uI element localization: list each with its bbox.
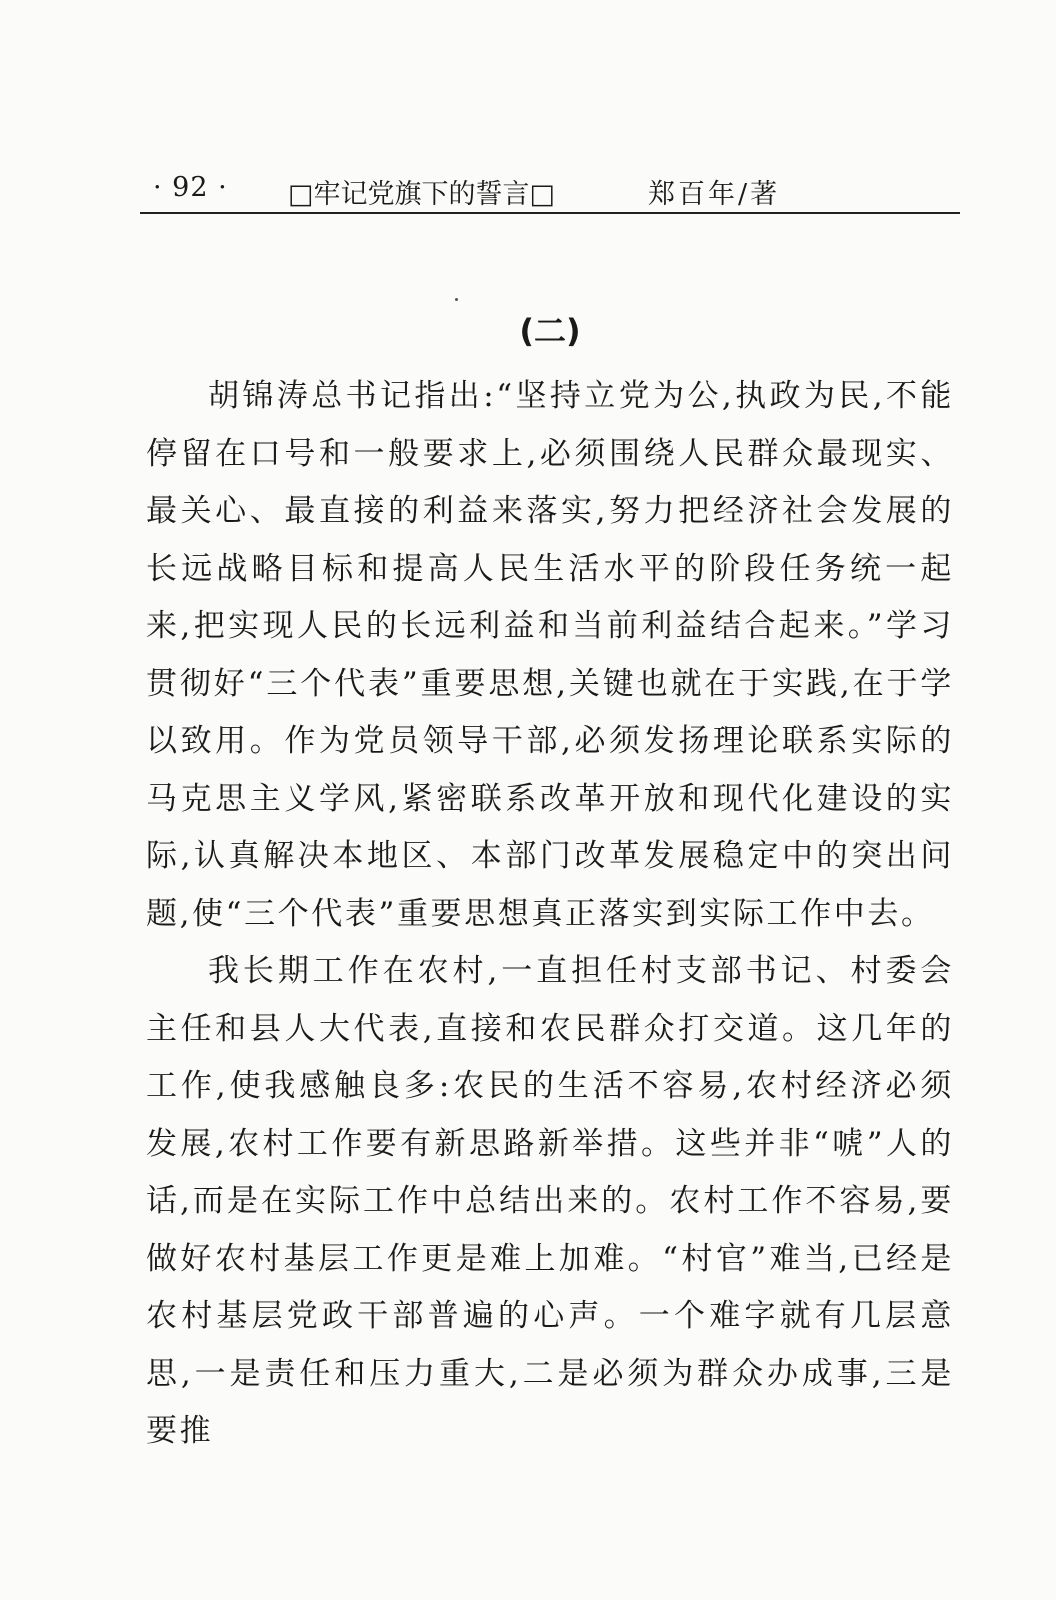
book-title: □牢记党旗下的誓言□ [288, 179, 556, 210]
body-text [146, 368, 954, 1461]
paragraph-2: 我长期工作在农村,一直担任村支部书记、村委会主任和县人大代表,直接和农民群众打交道。这几年的工作,使我感触良多:农民的生活不容易,农村经济必须发展,农村工作要有新思路新举措。这些并非“唬”人的话,而是在实际工作中总结出来的。农村工作不容易,要做好农村基层工作更是难上加难。“村官”难当,已经是农村基层党政干部普遍的心声。一个难字就有几层意思,一是责任和压力重大,二是必须为群众办成事,三是要推 [146, 953, 954, 1449]
running-header [143, 170, 960, 210]
page-number: · 92 · [153, 172, 228, 203]
print-speck [455, 298, 458, 301]
section-heading: (二) [519, 312, 581, 350]
paragraph-1: 胡锦涛总书记指出:“坚持立党为公,执政为民,不能停留在口号和一般要求上,必须围绕人民群众最现实、最关心、最直接的利益来落实,努力把经济社会发展的长远战略目标和提高人民生活水平的阶段任务统一起来,把实现人民的长远利益和当前利益结合起来。”学习贯彻好“三个代表”重要思想,关键也就在于实践,在于学以致用。作为党员领导干部,必须发扬理论联系实际的马克思主义学风,紧密联系改革开放和现代化建设的实际,认真解决本地区、本部门改革发展稳定中的突出问题,使“三个代表”重要思想真正落实到实际工作中去。 [146, 378, 954, 932]
author-credit: 郑百年/著 [648, 179, 781, 210]
header-rule [140, 212, 960, 214]
